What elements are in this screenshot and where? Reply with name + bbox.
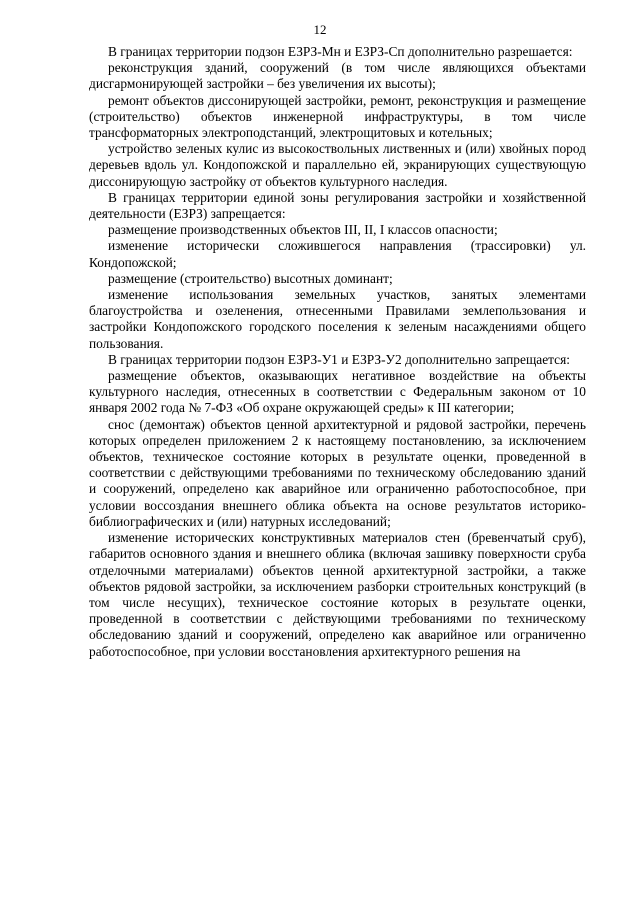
paragraph: устройство зеленых кулис из высокоствольных лиственных и (или) хвойных пород деревьев вдоль ул. Кондопожской и параллельно ей, экранирующих существующую диссонирующую застройку от объектов культурного наследия. — [89, 141, 586, 189]
paragraph: В границах территории единой зоны регулирования застройки и хозяйственной деятельности (ЕЗРЗ) запрещается: — [89, 189, 586, 222]
paragraph: размещение производственных объектов III, II, I классов опасности; — [108, 222, 498, 238]
paragraph: размещение объектов, оказывающих негативное воздействие на объекты культурного наследия, отнесенных в соответствии с Федеральным законом от 10 января 2002 года № 7-ФЗ «Об охране окружающей среды» к III категории; — [89, 368, 586, 416]
paragraph: реконструкция зданий, сооружений (в том числе являющихся объектами дисгармонирующей застройки – без увеличения их высоты); — [89, 60, 586, 92]
paragraph: изменение использования земельных участков, занятых элементами благоустройства и озеленения, отнесенными Правилами землепользования и застройки Кондопожского городского поселения к зеленым насаждениями общего пользования. — [89, 287, 586, 351]
paragraph: размещение (строительство) высотных доминант; — [108, 270, 393, 286]
paragraph: снос (демонтаж) объектов ценной архитектурной и рядовой застройки, перечень которых определен приложением 2 к настоящему постановлению, за исключением объектов, техническое состояние которых в результате оценки, проведенной в соответствии с действующими требованиями по техническому обследованию зданий и сооружений, определено как аварийное или ограниченно работоспособное, при условии воссоздания внешнего облика объекта на основе результатов историко-библиографических и (или) натурных исследований; — [89, 416, 586, 529]
document-body — [89, 44, 586, 660]
paragraph: В границах территории подзон ЕЗРЗ-Мн и ЕЗРЗ-Сп дополнительно разрешается: — [108, 44, 573, 59]
page-number: 12 — [313, 22, 327, 37]
paragraph: В границах территории подзон ЕЗРЗ-У1 и ЕЗРЗ-У2 дополнительно запрещается: — [108, 351, 570, 367]
paragraph: изменение исторических конструктивных материалов стен (бревенчатый сруб), габаритов основного здания и внешнего облика (включая зашивку поверхности сруба отделочными материалами) объектов ценной архитектурной застройки, а также объектов рядовой застройки, за исключением разборки строительных конструкций (в том числе несущих), техническое состояние которых в результате оценки, проведенной в соответствии с действующими требованиями по техническому обследованию зданий и сооружений, определено как аварийное или ограниченно работоспособное, при условии восстановления архитектурного решения на — [89, 530, 586, 659]
paragraph: изменение исторически сложившегося направления (трассировки) ул. Кондопожской; — [89, 238, 586, 270]
paragraph: ремонт объектов диссонирующей застройки, ремонт, реконструкция и размещение (строительство) объектов инженерной инфраструктуры, в том числе трансформаторных электроподстанций, электрощитовых и котельных; — [89, 92, 586, 141]
